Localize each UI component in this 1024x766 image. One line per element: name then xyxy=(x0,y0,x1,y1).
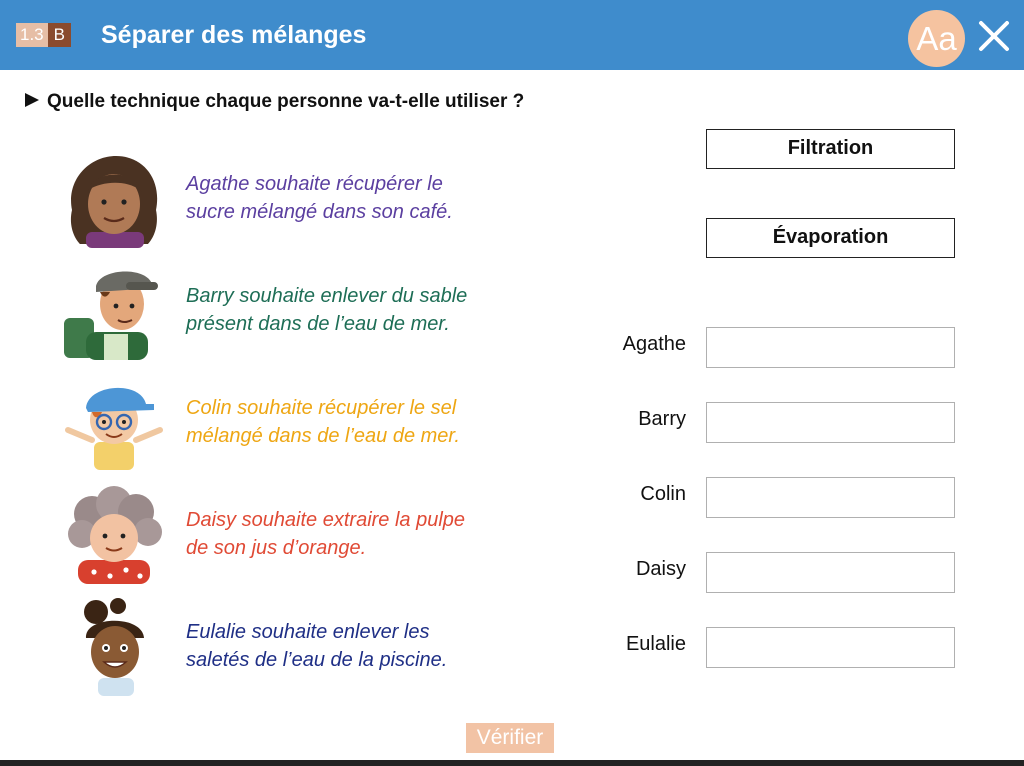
person-text xyxy=(186,618,447,674)
drop-slot-eulalie[interactable] xyxy=(706,627,955,668)
play-arrow-icon xyxy=(25,90,39,114)
page-title: Séparer des mélanges xyxy=(101,21,367,49)
section-number: 1.3 xyxy=(16,23,48,47)
question-text: Quelle technique chaque personne va-t-elle utiliser ? xyxy=(47,91,525,112)
person-text-line: Agathe souhaite récupérer le xyxy=(186,173,443,195)
person-text-line: présent dans de l’eau de mer. xyxy=(186,313,450,335)
person-text-line: de son jus d’orange. xyxy=(186,537,367,559)
slot-label-eulalie: Eulalie xyxy=(625,633,686,655)
question-prompt xyxy=(25,90,524,114)
slot-label-daisy: Daisy xyxy=(635,558,686,580)
choice-evaporation[interactable]: Évaporation xyxy=(706,218,955,258)
drop-slot-agathe[interactable] xyxy=(706,327,955,368)
person-text-line: Colin souhaite récupérer le sel xyxy=(186,397,457,419)
person-colin xyxy=(64,374,604,474)
choice-filtration[interactable]: Filtration xyxy=(706,129,955,169)
person-text-line: Daisy souhaite extraire la pulpe xyxy=(186,509,466,531)
verify-button[interactable]: Vérifier xyxy=(466,723,554,753)
drop-slot-colin[interactable] xyxy=(706,477,955,518)
agathe-avatar-icon xyxy=(64,150,164,250)
person-text xyxy=(186,170,453,226)
person-text xyxy=(186,282,467,338)
person-text-line: mélangé dans de l’eau de mer. xyxy=(186,425,460,447)
person-text-line: saletés de l’eau de la piscine. xyxy=(186,649,448,671)
eulalie-avatar-icon xyxy=(64,598,164,698)
person-text-line: Barry souhaite enlever du sable xyxy=(186,285,468,307)
barry-avatar-icon xyxy=(64,262,164,362)
person-text-line: Eulalie souhaite enlever les xyxy=(186,621,430,643)
person-daisy xyxy=(64,486,604,586)
person-text-line: sucre mélangé dans son café. xyxy=(186,201,453,223)
colin-avatar-icon xyxy=(64,374,164,474)
slot-label-colin: Colin xyxy=(640,483,686,505)
header-bar xyxy=(0,0,1024,70)
slot-label-barry: Barry xyxy=(638,408,686,430)
person-eulalie xyxy=(64,598,604,698)
drop-slot-barry[interactable] xyxy=(706,402,955,443)
section-badge xyxy=(16,23,71,47)
bottom-bar xyxy=(0,760,1024,766)
close-icon xyxy=(975,15,1013,55)
daisy-avatar-icon xyxy=(64,486,164,586)
person-barry xyxy=(64,262,604,362)
drop-slot-daisy[interactable] xyxy=(706,552,955,593)
person-text xyxy=(186,394,460,450)
close-button[interactable] xyxy=(975,15,1013,55)
section-letter: B xyxy=(48,23,71,47)
person-text xyxy=(186,506,465,562)
font-size-button[interactable]: Aa xyxy=(908,10,965,67)
slot-label-agathe: Agathe xyxy=(622,333,686,355)
person-agathe xyxy=(64,150,604,250)
